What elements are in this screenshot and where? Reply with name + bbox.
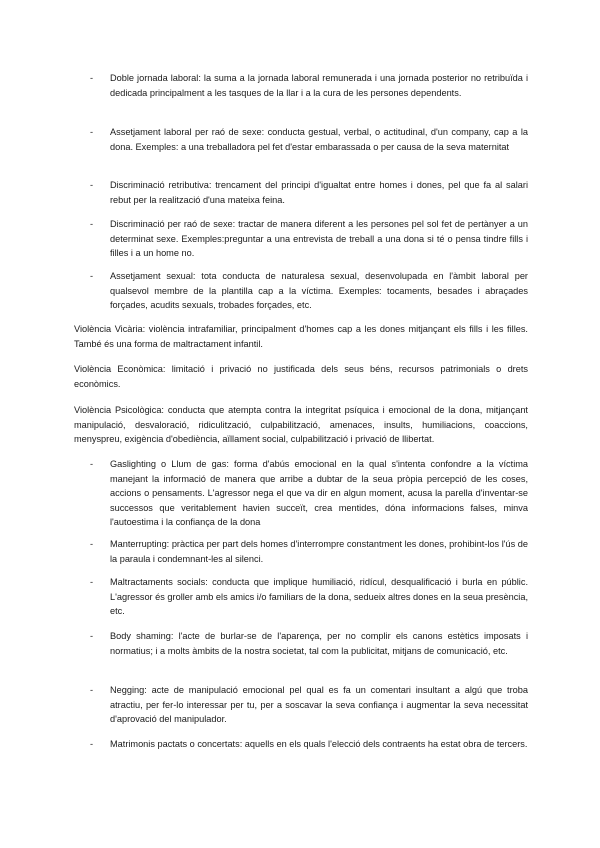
bullet-marker: - xyxy=(90,739,94,749)
bullet-doble-jornada: Doble jornada laboral: la suma a la jornada laboral remunerada i una jornada posterior no retribuïda i dedicada principalment a les tasques de la llar i a la cura de les persones dependents. xyxy=(110,73,528,98)
bullet-marker: - xyxy=(90,271,94,281)
bullet-manterrupting: Manterrupting: pràctica per part dels homes d'interrompre constantment les dones, prohibint-los l'ús de la paraula i condemnant-les al silenci. xyxy=(110,539,528,564)
bullet-maltractaments-socials: Maltractaments socials: conducta que implique humiliació, ridícul, desqualificació i burla en públic. L'agressor és groller amb els amics i/o familiars de la dona, sedueix altres dones en la seua presència, etc. xyxy=(110,577,528,617)
bullet-marker: - xyxy=(90,180,94,190)
bullet-marker: - xyxy=(90,685,94,695)
bullet-discriminacio-retributiva: Discriminació retributiva: trencament del principi d'igualtat entre homes i dones, pel que fa al salari rebut per la realització d'una mateixa feina. xyxy=(110,180,528,205)
bullet-body-shaming: Body shaming: l'acte de burlar-se de l'aparença, per no complir els canons estètics imposats i normatius; i a molts àmbits de la nostra societat, tal com la publicitat, mitjans de comunicació, etc. xyxy=(110,631,528,656)
bullet-matrimonis-pactats: Matrimonis pactats o concertats: aquells en els quals l'elecció dels contraents ha estat obra de tercers. xyxy=(110,739,528,749)
paragraph-violencia-vicaria: Violència Vicària: violència intrafamiliar, principalment d'homes cap a les dones mitjançant els fills i les filles. També és una forma de maltractament infantil. xyxy=(74,324,528,349)
bullet-assetjament-sexual: Assetjament sexual: tota conducta de naturalesa sexual, desenvolupada en l'àmbit laboral per qualsevol membre de la plantilla cap a la víctima. Exemples: tocaments, besades i abraçades forçades, acudits sexuals, trobades forçades, etc. xyxy=(110,271,528,311)
bullet-marker: - xyxy=(90,219,94,229)
bullet-negging: Negging: acte de manipulació emocional pel qual es fa un comentari insultant a algú que troba atractiu, per fer-lo interessar per tu, per a soscavar la seva confiança i augmentar la seva necessitat d'aprovació del manipulador. xyxy=(110,685,528,725)
bullet-assetjament-laboral: Assetjament laboral per raó de sexe: conducta gestual, verbal, o actitudinal, d'un company, cap a la dona. Exemples: a una treballadora pel fet d'estar embarassada o per causa de la seva maternitat xyxy=(110,127,528,152)
bullet-marker: - xyxy=(90,127,94,137)
bullet-marker: - xyxy=(90,577,94,587)
paragraph-violencia-psicologica: Violència Psicològica: conducta que atempta contra la integritat psíquica i emocional de la dona, mitjançant manipulació, desvaloració, ridiculització, culpabilització, amenaces, insults, humiliacions, coaccions, menyspreu, exigència d'obediència, aïllament social, culpabilització i privació de llibertat. xyxy=(74,405,528,445)
bullet-marker: - xyxy=(90,539,94,549)
bullet-gaslighting: Gaslighting o Llum de gas: forma d'abús emocional en la qual s'intenta confondre a la víctima manejant la informació de manera que arribe a dubtar de la seua pròpia percepció de les coses, accions o pensaments. L'agressor nega el que va dir en algun moment, acusa la parella d'inventar-se successos que veritablement havien succeït, crea mentides, dóna informacions falses, minva l'autoestima i la confiança de la dona xyxy=(110,459,528,528)
paragraph-violencia-economica: Violència Econòmica: limitació i privació no justificada dels seus béns, recursos patrimonials o drets econòmics. xyxy=(74,364,528,389)
bullet-marker: - xyxy=(90,73,94,83)
bullet-marker: - xyxy=(90,459,94,469)
bullet-marker: - xyxy=(90,631,94,641)
bullet-discriminacio-sexe: Discriminació per raó de sexe: tractar de manera diferent a les persones pel sol fet de pertànyer a un determinat sexe. Exemples:preguntar a una entrevista de treball a una dona si té o pensa tindre fills i filles i a un home no. xyxy=(110,219,528,259)
